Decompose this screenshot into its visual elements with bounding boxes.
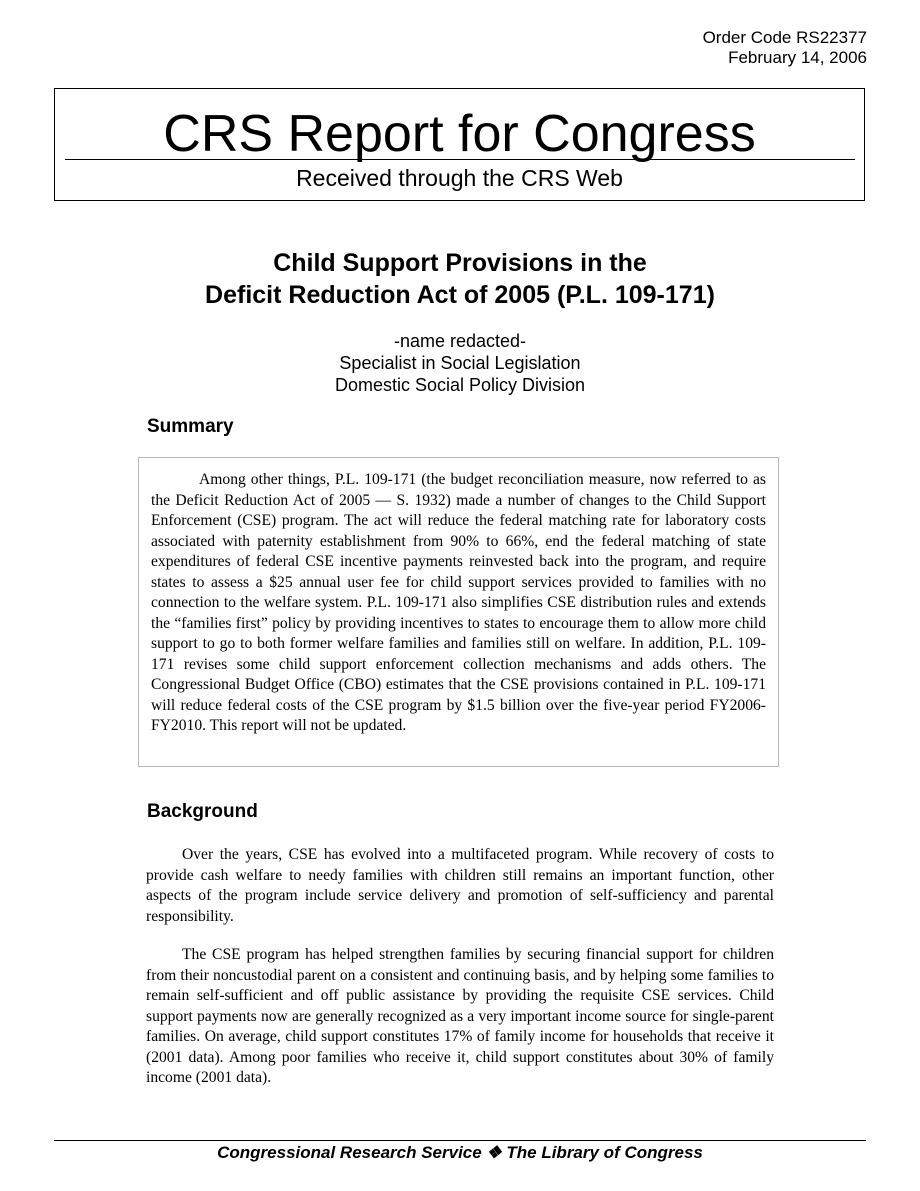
author-name: -name redacted- [393,331,527,351]
order-code: Order Code RS22377 [702,28,867,47]
banner-subtitle: Received through the CRS Web [296,165,623,191]
background-paragraph-1: Over the years, CSE has evolved into a multifaceted program. While recovery of costs to provide cash welfare to needy families with children still remains an important function, other aspects of the program include service delivery and promotion of self-sufficiency and parental responsibility. [146,846,774,925]
summary-box [138,457,779,767]
background-paragraph-2: The CSE program has helped strengthen families by securing financial support for children from their noncustodial parent on a consistent and continuing basis, and by helping some families to remain self-sufficient and off public assistance by providing the requisite CSE services. Child support payments now are generally recognized as a very important income source for single-parent families. On average, child support constitutes 17% of family income for households that receive it (2001 data). Among poor families who receive it, child support constitutes about 30% of family income (2001 data). [146,946,774,1086]
summary-text: Among other things, P.L. 109-171 (the budget reconciliation measure, now referred to as the Deficit Reduction Act of 2005 — S. 1932) made a number of changes to the Child Support Enforcement (CSE) program. The act will reduce the federal matching rate for laboratory costs associated with paternity establishment from 90% to 66%, end the federal matching of state expenditures of federal CSE incentive payments reinvested back into the program, and require states to assess a $25 annual user fee for child support services provided to families with no connection to the welfare system. P.L. 109-171 also simplifies CSE distribution rules and extends the “families first” policy by providing incentives to states to encourage them to allow more child support to go to both former welfare families and families still on welfare. In addition, P.L. 109-171 revises some child support enforcement collection mechanisms and adds others. The Congressional Budget Office (CBO) estimates that the CSE provisions contained in P.L. 109-171 will reduce federal costs of the CSE program by $1.5 billion over the five-year period FY2006-FY2010. This report will not be updated. [151,471,766,734]
report-date: February 14, 2006 [728,48,867,67]
summary-heading: Summary [147,416,234,437]
banner-divider [65,159,855,160]
background-heading: Background [147,801,258,822]
author-title: Specialist in Social Legislation [339,353,581,373]
author-division: Domestic Social Policy Division [334,375,586,395]
document-title [0,247,920,311]
footer-text: Congressional Research Service ❖ The Library of Congress [217,1143,703,1162]
footer-divider [54,1140,866,1141]
report-banner [54,88,865,201]
banner-title: CRS Report for Congress [163,105,756,163]
order-info [703,28,867,68]
author-block [0,330,920,396]
title-line-2: Deficit Reduction Act of 2005 (P.L. 109-171) [205,281,715,309]
title-line-1: Child Support Provisions in the [273,249,647,277]
